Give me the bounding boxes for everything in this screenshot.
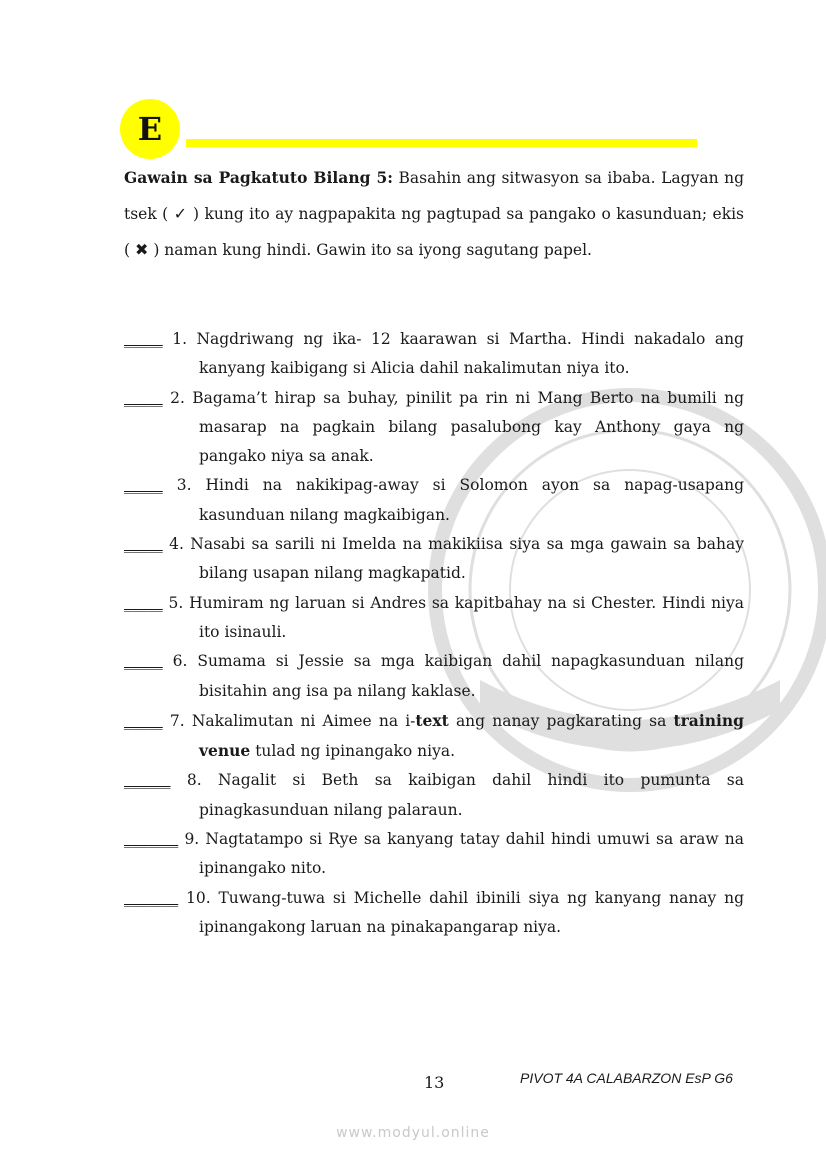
instruction-text-1: Basahin ang sitwasyon sa ibaba. Lagyan ng tsek (	[124, 169, 744, 223]
item-text: Bagama’t hirap sa buhay, pinilit pa rin ni Mang Berto na bumili ng masarap na pagkain bilang pasalubong kay Anthony gaya ng pangako niya sa anak.	[192, 388, 744, 466]
item-number: 3.	[176, 476, 192, 495]
item-number: 5.	[168, 593, 184, 612]
item-text-pre: Nakalimutan ni Aimee na i-	[191, 711, 416, 730]
section-header-bar	[186, 139, 697, 147]
footer-module-code: PIVOT 4A CALABARZON EsP G6	[520, 1070, 733, 1086]
answer-blank[interactable]: _______	[124, 830, 179, 849]
item-text-post: tulad ng ipinangako niya.	[250, 742, 456, 761]
check-icon: ✓	[173, 204, 188, 223]
situation-item-2	[124, 384, 744, 472]
answer-blank[interactable]: ______	[124, 771, 171, 790]
answer-blank[interactable]: _____	[124, 330, 163, 348]
instruction-text-2: ) kung ito ay nagpapakita ng pagtupad sa pangako o kasunduan; ekis (	[124, 205, 744, 259]
x-mark-icon: ✖	[134, 240, 149, 259]
item-number: 6.	[172, 652, 188, 671]
section-badge	[120, 99, 180, 159]
answer-blank[interactable]: _____	[124, 652, 163, 671]
item-number: 9.	[184, 830, 200, 849]
item-text: Humiram ng laruan si Andres sa kapitbahay na si Chester. Hindi niya ito isinauli.	[189, 593, 745, 641]
item-text-bold-text: text	[415, 710, 449, 730]
answer-blank[interactable]: _____	[124, 711, 163, 730]
answer-blank[interactable]: _____	[124, 476, 163, 495]
answer-blank[interactable]: _____	[124, 593, 163, 612]
item-text-bold-venue: training venue	[199, 710, 744, 761]
situation-list	[124, 325, 744, 942]
situation-item-5	[124, 589, 744, 648]
situation-item-9	[124, 825, 744, 884]
situation-item-8	[124, 766, 744, 825]
activity-instructions	[124, 160, 744, 268]
situation-item-4	[124, 530, 744, 589]
item-number: 4.	[169, 535, 184, 554]
item-text: Tuwang-tuwa si Michelle dahil ibinili siya ng kanyang nanay ng ipinangakong laruan na pinakapangarap niya.	[199, 888, 744, 936]
site-watermark: www.modyul.online	[336, 1125, 490, 1141]
situation-item-7	[124, 706, 744, 767]
instruction-text-3: ) naman kung hindi. Gawin ito sa iyong sagutang papel.	[148, 241, 592, 259]
situation-item-3	[124, 471, 744, 530]
situation-item-1	[124, 325, 744, 384]
item-text: Nasabi sa sarili ni Imelda na makikiisa siya sa mga gawain sa bahay bilang usapan nilang magkapatid.	[190, 535, 744, 583]
page-number: 13	[424, 1073, 445, 1092]
item-number: 7.	[169, 711, 185, 730]
item-text: Hindi na nakikipag-away si Solomon ayon sa napag-usapang kasunduan nilang magkaibigan.	[199, 476, 744, 524]
item-text: Nagalit si Beth sa kaibigan dahil hindi ito pumunta sa pinagkasunduan nilang palaraun.	[199, 771, 744, 819]
activity-heading: Gawain sa Pagkatuto Bilang 5:	[124, 168, 393, 187]
item-number: 10.	[186, 888, 211, 907]
item-text-mid: ang nanay pagkarating sa	[448, 711, 674, 730]
situation-item-6	[124, 647, 744, 706]
item-text: Sumama si Jessie sa mga kaibigan dahil napagkasunduan nilang bisitahin ang isa pa nilang kaklase.	[197, 652, 744, 700]
item-number: 1.	[172, 330, 187, 348]
item-number: 8.	[186, 771, 202, 790]
situation-item-10	[124, 884, 744, 943]
answer-blank[interactable]: _____	[124, 535, 163, 554]
answer-blank[interactable]: _______	[124, 888, 179, 907]
section-letter: E	[137, 110, 163, 148]
answer-blank[interactable]: _____	[124, 388, 163, 407]
item-number: 2.	[170, 388, 185, 407]
item-text: Nagdriwang ng ika- 12 kaarawan si Martha. Hindi nakadalo ang kanyang kaibigang si Alicia dahil nakalimutan niya ito.	[196, 330, 744, 378]
item-text: Nagtatampo si Rye sa kanyang tatay dahil hindi umuwi sa araw na ipinangako nito.	[199, 830, 744, 878]
